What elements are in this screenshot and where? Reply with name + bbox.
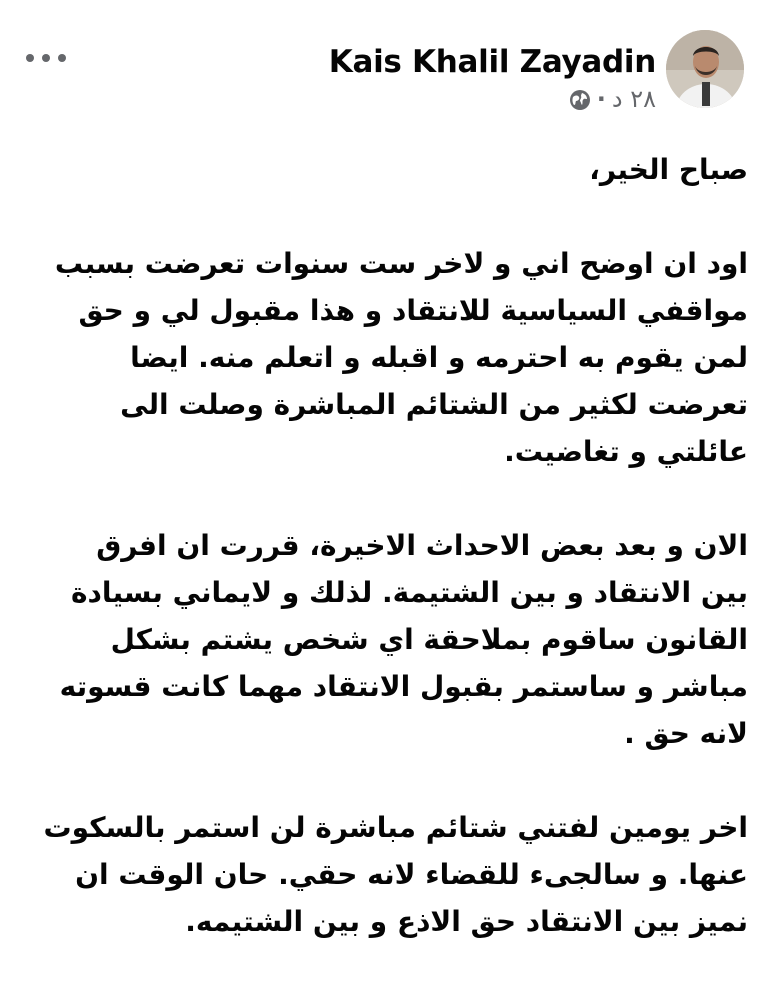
- globe-icon[interactable]: [569, 88, 591, 110]
- post-timestamp-link[interactable]: ٢٨ د: [611, 85, 656, 113]
- post-text-line: نميز بين الانتقاد حق الاذع و بين الشتيمه.: [185, 905, 748, 938]
- more-horizontal-icon: [42, 54, 50, 62]
- author-name-link[interactable]: Kais Khalil Zayadin: [328, 44, 656, 80]
- avatar[interactable]: [666, 30, 744, 108]
- post-text-line: بين الانتقاد و بين الشتيمة. لذلك و لايماني بسيادة: [71, 576, 748, 609]
- post-paragraph: [26, 804, 748, 945]
- post-text-line: صباح الخير،: [589, 153, 748, 186]
- more-options-button[interactable]: [26, 46, 66, 70]
- post-text-line: القانون ساقوم بملاحقة اي شخص يشتم بشكل: [110, 623, 748, 656]
- post-paragraph: [26, 522, 748, 757]
- post-text-line: لانه حق .: [624, 717, 748, 750]
- more-horizontal-icon: [26, 54, 34, 62]
- post-text-line: الان و بعد بعض الاحداث الاخيرة، قررت ان افرق: [96, 529, 748, 562]
- more-horizontal-icon: [58, 54, 66, 62]
- post-meta: [329, 84, 656, 114]
- post-header: [0, 22, 768, 122]
- post-paragraph: [26, 240, 748, 475]
- post-text-line: اخر يومين لفتني شتائم مباشرة لن استمر بالسكوت: [43, 811, 748, 844]
- post-text-line: عنها. و سالجىء للقضاء لانه حقي. حان الوقت ان: [75, 858, 748, 891]
- post-text-line: مباشر و ساستمر بقبول الانتقاد مهما كانت قسوته: [59, 670, 748, 703]
- post-text-line: عائلتي و تغاضيت.: [504, 435, 748, 468]
- post-text-line: لمن يقوم به احترمه و اقبله و اتعلم منه. ايضا: [130, 341, 748, 374]
- post-text-line: تعرضت لكثير من الشتائم المباشرة وصلت الى: [120, 388, 748, 421]
- post-text: [26, 146, 748, 992]
- meta-separator: ·: [596, 85, 606, 113]
- post-text-line: اود ان اوضح اني و لاخر ست سنوات تعرضت بسبب: [54, 247, 748, 280]
- post-text-line: مواقفي السياسية للانتقاد و هذا مقبول لي و حق: [78, 294, 748, 327]
- post-paragraph: [26, 146, 748, 193]
- author-block: [329, 42, 656, 114]
